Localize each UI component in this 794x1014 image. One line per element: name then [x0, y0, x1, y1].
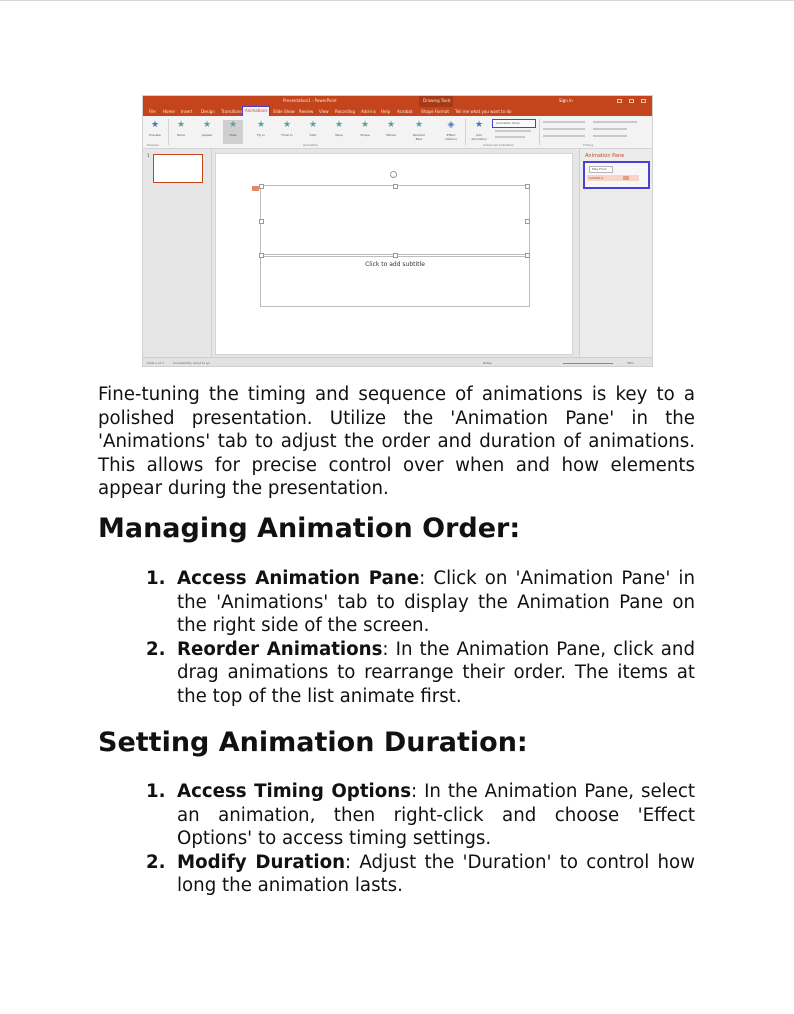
duration-control[interactable]: [543, 128, 585, 130]
tab-home[interactable]: Home: [163, 109, 175, 114]
reorder-animation-control[interactable]: [593, 121, 637, 123]
tab-shape-format[interactable]: Shape Format: [421, 109, 449, 114]
add-animation-label: Add Animation: [471, 133, 487, 141]
status-bar: [143, 357, 652, 367]
animations-ribbon: [143, 116, 652, 149]
effect-fly-in[interactable]: [251, 120, 271, 144]
subtitle-placeholder[interactable]: [260, 254, 530, 307]
tab-transitions[interactable]: Transitions: [221, 109, 243, 114]
group-label-advanced: Advanced Animation: [483, 143, 515, 147]
animation-timing-bar: [623, 176, 629, 180]
group-label-timing: Timing: [583, 143, 594, 147]
effect-label: Fly In: [256, 133, 266, 137]
list-item-text: : Adjust the 'Duration' to control how long the animation lasts.: [177, 851, 695, 897]
star-icon: ★: [414, 120, 424, 130]
resize-handle[interactable]: [393, 253, 398, 258]
subtitle-placeholder-text: Click to add subtitle: [365, 261, 425, 268]
star-icon: ★: [334, 120, 344, 130]
animation-tag[interactable]: [252, 186, 259, 191]
slide-thumbnail-panel: [143, 149, 212, 357]
move-later-control[interactable]: [593, 135, 627, 137]
tab-recording[interactable]: Recording: [335, 109, 356, 114]
star-icon: ★: [308, 120, 318, 130]
effect-fade[interactable]: [223, 120, 243, 144]
rotate-handle[interactable]: [390, 171, 397, 178]
star-icon: ★: [256, 120, 266, 130]
slide-canvas[interactable]: [215, 153, 573, 355]
animation-pane-title: Animation Pane: [585, 153, 625, 159]
star-icon: ★: [228, 120, 238, 130]
list-number: 1.: [146, 568, 166, 589]
ribbon-tabs: [143, 107, 652, 116]
status-slide-count: Slide 1 of 1: [147, 361, 164, 365]
preview-label: Preview: [149, 133, 161, 137]
resize-handle[interactable]: [259, 219, 264, 224]
user-sign-in[interactable]: Sign in: [559, 98, 573, 103]
tab-slide-show[interactable]: Slide Show: [273, 109, 295, 114]
star-icon: ★: [202, 120, 212, 130]
duration-steps-list: [140, 780, 695, 898]
animation-trigger-control[interactable]: [495, 130, 531, 132]
animation-pane-list: [583, 161, 650, 189]
effect-label: None: [177, 133, 185, 137]
list-item-text: : In the Animation Pane, select an animation, then right-click and choose 'Effect Options' to access timing settings.: [177, 781, 696, 850]
effect-random-bars[interactable]: [409, 120, 429, 144]
resize-handle[interactable]: [259, 253, 264, 258]
page-top-border: [0, 0, 794, 1]
effect-label: Fade: [229, 133, 237, 137]
tab-animations[interactable]: Animations: [243, 107, 269, 116]
list-item-title: Access Animation Pane: [177, 568, 420, 589]
tab-file[interactable]: File: [149, 109, 156, 114]
group-label-animation: Animation: [303, 143, 319, 147]
add-animation-icon: ★: [474, 120, 484, 130]
window-title: Presentation1 - PowerPoint: [283, 98, 337, 103]
list-item-title: Modify Duration: [177, 851, 346, 873]
context-tab-header: [419, 96, 453, 107]
preview-star-icon: ★: [150, 120, 160, 130]
title-bar: [143, 96, 652, 107]
animation-item-label: Subtitle 2: [589, 176, 604, 180]
preview-button[interactable]: [145, 120, 165, 144]
list-item-text: : Click on 'Animation Pane' in the 'Animations' tab to display the Animation Pane on the right side of the screen.: [177, 568, 696, 637]
list-item-text: : In the Animation Pane, click and drag animations to rearrange their order. The items at the top of the list animate first.: [177, 638, 695, 707]
effect-split[interactable]: [303, 120, 323, 144]
effect-label: Wheel: [386, 133, 396, 137]
slide-number: 1: [147, 153, 150, 158]
ribbon-divider: [168, 119, 169, 145]
zoom-slider[interactable]: [563, 363, 613, 364]
order-steps-list: [140, 567, 695, 709]
minimize-icon[interactable]: [617, 99, 622, 103]
list-item-title: Reorder Animations: [177, 638, 383, 660]
effect-appear[interactable]: [197, 120, 217, 144]
tab-design[interactable]: Design: [201, 109, 215, 114]
resize-handle[interactable]: [259, 184, 264, 189]
effect-wheel[interactable]: [381, 120, 401, 144]
effect-float-in[interactable]: [277, 120, 297, 144]
effect-none[interactable]: [171, 120, 191, 144]
start-control[interactable]: [543, 121, 585, 123]
list-item: [140, 638, 695, 709]
effect-shape[interactable]: [355, 120, 375, 144]
star-icon: ★: [386, 120, 396, 130]
resize-handle[interactable]: [525, 184, 530, 189]
resize-handle[interactable]: [393, 184, 398, 189]
animation-pane-button-label: Animation Pane: [496, 121, 520, 125]
animation-pane-button[interactable]: [492, 119, 536, 128]
resize-handle[interactable]: [525, 253, 530, 258]
group-label-preview: Preview: [147, 143, 159, 147]
effect-options-button[interactable]: [441, 120, 461, 144]
list-number: 1.: [146, 781, 166, 802]
star-icon: ★: [176, 120, 186, 130]
effect-label: Appear: [201, 133, 213, 137]
tab-review[interactable]: Review: [299, 109, 314, 114]
tab-add-ins[interactable]: Add-ins: [361, 109, 376, 114]
effect-label: Float In: [281, 133, 293, 137]
effect-options-icon: ◈: [447, 120, 455, 130]
ribbon-divider: [465, 119, 466, 145]
section-heading-duration: Setting Animation Duration:: [98, 727, 528, 758]
list-item: [140, 780, 695, 851]
add-animation-button[interactable]: [469, 120, 489, 144]
tell-me-search[interactable]: Tell me what you want to do: [455, 109, 512, 114]
list-item-title: Access Timing Options: [177, 781, 412, 802]
tab-insert[interactable]: Insert: [181, 109, 193, 114]
status-accessibility[interactable]: Accessibility: Good to go: [173, 361, 210, 365]
effect-options-label: Effect Options: [445, 133, 457, 141]
effect-label: Split: [309, 133, 317, 137]
intro-paragraph: Fine-tuning the timing and sequence of animations is key to a polished presentation. Utilize the 'Animation Pane' in the 'Animations' tab to adjust the order and duration of animations. This allows for precise control over when and how elements appear during the presentation.: [98, 384, 695, 500]
tab-view[interactable]: View: [319, 109, 329, 114]
title-placeholder[interactable]: [260, 185, 530, 257]
tab-acrobat[interactable]: Acrobat: [397, 109, 413, 114]
list-item: [140, 851, 695, 898]
animation-painter-control[interactable]: [495, 136, 525, 138]
animation-list-item[interactable]: [587, 175, 639, 181]
delay-control[interactable]: [543, 135, 585, 137]
effect-wipe[interactable]: [329, 120, 349, 144]
list-number: 2.: [146, 851, 166, 873]
list-number: 2.: [146, 638, 166, 660]
context-tab-label: Drawing Tools: [423, 98, 451, 103]
section-heading-order: Managing Animation Order:: [98, 513, 521, 544]
powerpoint-screenshot: [142, 95, 653, 367]
effect-label: Random Bars: [412, 133, 426, 141]
maximize-icon[interactable]: [629, 99, 634, 103]
list-item: [140, 567, 695, 638]
slide-thumbnail[interactable]: [153, 154, 203, 183]
effect-label: Shape: [360, 133, 370, 137]
star-icon: ★: [360, 120, 370, 130]
animation-pane: [579, 149, 653, 357]
tab-help[interactable]: Help: [381, 109, 391, 114]
star-icon: ★: [282, 120, 292, 130]
ribbon-divider: [539, 119, 540, 145]
status-zoom[interactable]: 46%: [627, 361, 634, 365]
close-icon[interactable]: [641, 99, 646, 103]
resize-handle[interactable]: [525, 219, 530, 224]
effect-label: Wipe: [335, 133, 343, 137]
play-from-button[interactable]: Play From: [589, 166, 613, 173]
status-notes[interactable]: Notes: [483, 361, 492, 365]
move-earlier-control[interactable]: [593, 128, 627, 130]
